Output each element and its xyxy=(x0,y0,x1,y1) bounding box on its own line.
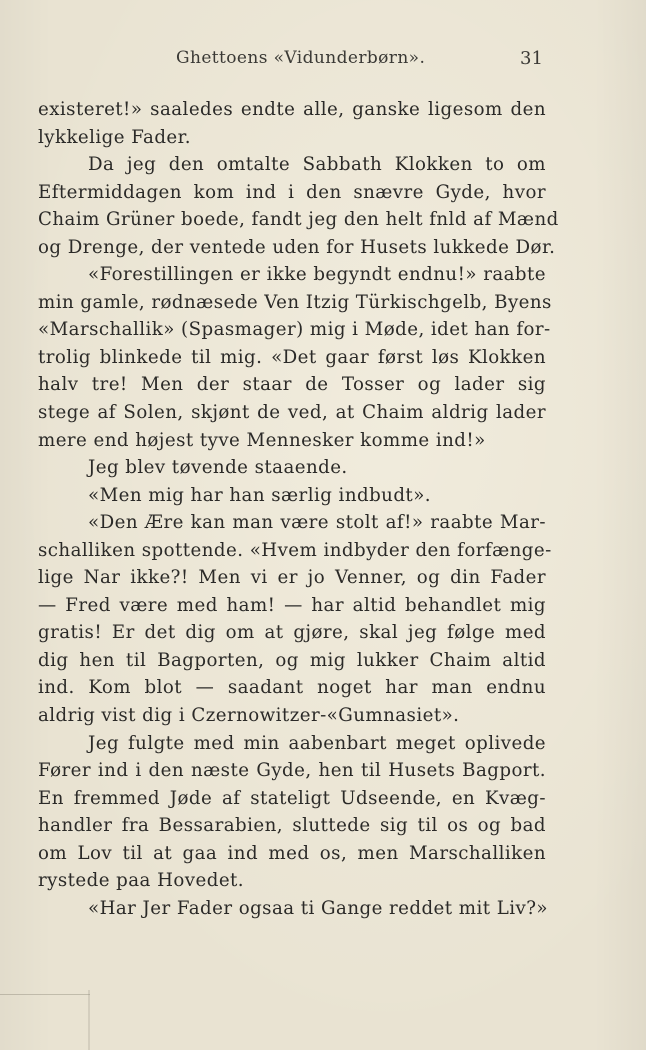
page-header xyxy=(0,48,646,74)
text-line: handler fra Bessarabien, sluttede sig til os og bad xyxy=(38,815,546,837)
text-line: mere end højest tyve Mennesker komme ind!» xyxy=(38,429,486,451)
text-line: gratis! Er det dig om at gjøre, skal jeg følge med xyxy=(38,622,546,644)
text-line: og Drenge, der ventede uden for Husets lukkede Dør. xyxy=(38,236,556,258)
text-line: dig hen til Bagporten, og mig lukker Chaim altid xyxy=(38,649,546,671)
margin-rule xyxy=(0,994,90,995)
text-line: stege af Solen, skjønt de ved, at Chaim aldrig lader xyxy=(38,402,546,424)
text-line: aldrig vist dig i Czernowitzer-«Gumnasiet». xyxy=(38,705,460,727)
margin-tick xyxy=(88,990,90,1050)
text-line: «Den Ære kan man være stolt af!» raabte Mar- xyxy=(88,512,546,534)
text-line: Chaim Grüner boede, fandt jeg den helt fnld af Mænd xyxy=(38,209,559,231)
text-line: schalliken spottende. «Hvem indbyder den forfænge- xyxy=(38,539,552,561)
text-line: lige Nar ikke?! Men vi er jo Venner, og din Fader xyxy=(38,567,546,589)
text-line: Da jeg den omtalte Sabbath Klokken to om xyxy=(88,154,546,176)
text-line: Jeg blev tøvende staaende. xyxy=(88,457,348,479)
body-text xyxy=(38,96,559,922)
text-line: «Marschallik» (Spasmager) mig i Møde, idet han for- xyxy=(38,319,551,341)
text-line: Eftermiddagen kom ind i den snævre Gyde, hvor xyxy=(38,181,546,203)
text-line: halv tre! Men der staar de Tosser og lader sig xyxy=(38,374,546,396)
text-line: om Lov til at gaa ind med os, men Marschalliken xyxy=(38,842,546,864)
text-line: existeret!» saaledes endte alle, ganske ligesom den xyxy=(38,99,546,120)
text-line: «Men mig har han særlig indbudt». xyxy=(88,484,431,506)
text-line: «Har Jer Fader ogsaa ti Gange reddet mit Liv?» xyxy=(88,897,549,919)
text-line: ind. Kom blot — saadant noget har man endnu xyxy=(38,677,546,699)
text-line: Fører ind i den næste Gyde, hen til Husets Bagport. xyxy=(38,760,546,782)
text-line: min gamle, rødnæsede Ven Itzig Türkischgelb, Byens xyxy=(38,291,552,313)
text-line: — Fred være med ham! — har altid behandlet mig xyxy=(38,594,546,616)
running-head: Ghettoens «Vidunderbørn». xyxy=(176,48,426,68)
text-line: En fremmed Jøde af stateligt Udseende, en Kvæg- xyxy=(38,787,546,809)
text-line: rystede paa Hovedet. xyxy=(38,870,245,892)
text-line: Jeg fulgte med min aabenbart meget oplivede xyxy=(88,732,546,754)
text-line: lykkelige Fader. xyxy=(38,126,192,148)
text-line: «Forestillingen er ikke begyndt endnu!» raabte xyxy=(88,264,546,286)
text-line: trolig blinkede til mig. «Det gaar først løs Klokken xyxy=(38,346,546,368)
page-number: 31 xyxy=(520,48,543,69)
